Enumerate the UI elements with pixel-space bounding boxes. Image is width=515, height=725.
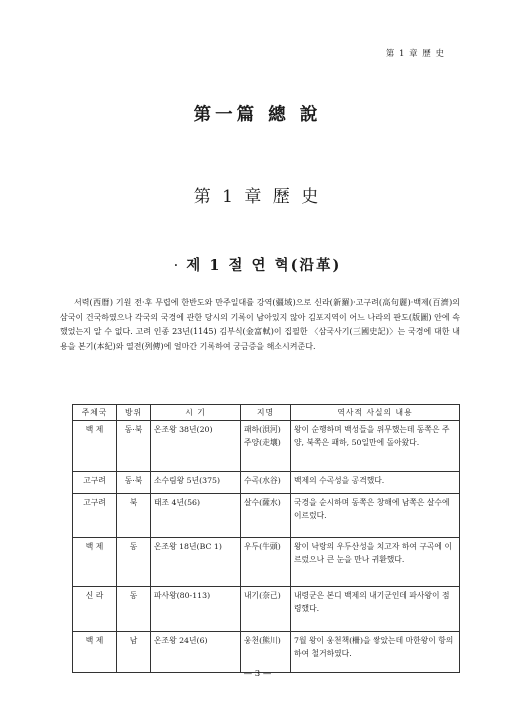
- cell-place: 패하(浿河) 주양(走壤): [241, 421, 291, 472]
- part-title: 第一篇 總 說: [193, 105, 322, 125]
- section-marker: ·: [173, 258, 181, 274]
- cell-period: 온조왕 18년(BC 1): [151, 538, 241, 587]
- table-row: [73, 632, 460, 673]
- cell-state: 백 제: [73, 421, 117, 472]
- cell-state: 백 제: [73, 538, 117, 587]
- chapter-title: 第 1 章 歷 史: [193, 187, 322, 207]
- cell-state: 고구려: [73, 472, 117, 494]
- cell-period: 파사왕(80-113): [151, 587, 241, 632]
- cell-place: 내기(奈己): [241, 587, 291, 632]
- cell-state: 신 라: [73, 587, 117, 632]
- cell-period: 소수림왕 5년(375): [151, 472, 241, 494]
- cell-state: 백 제: [73, 632, 117, 673]
- cell-direction: 동·북: [117, 421, 151, 472]
- cell-direction: 동: [117, 587, 151, 632]
- header-content: 역사적 사실의 내용: [291, 405, 460, 421]
- header-period: 시 기: [151, 405, 241, 421]
- cell-state: 고구려: [73, 494, 117, 538]
- cell-content: 왕이 순행하며 백성들을 위무했는데 동쪽은 주양, 북쪽은 패하, 50일만에 돌아왔다.: [291, 421, 460, 472]
- header-direction: 방위: [117, 405, 151, 421]
- cell-direction: 북: [117, 494, 151, 538]
- cell-period: 온조왕 38년(20): [151, 421, 241, 472]
- cell-content: 내령군은 본디 백제의 내기군인데 파사왕이 점령했다.: [291, 587, 460, 632]
- table-header-row: [73, 405, 460, 421]
- cell-place: 살수(薩水): [241, 494, 291, 538]
- header-state: 주체국: [73, 405, 117, 421]
- cell-content: 백제의 수곡성을 공격했다.: [291, 472, 460, 494]
- table-row: [73, 472, 460, 494]
- page-number: — 3 —: [243, 669, 272, 679]
- cell-direction: 동·북: [117, 472, 151, 494]
- table-row: [73, 538, 460, 587]
- cell-place: 웅천(熊川): [241, 632, 291, 673]
- cell-place: 수곡(水谷): [241, 472, 291, 494]
- running-header: 第 1 章 歷 史: [385, 49, 445, 59]
- cell-period: 온조왕 24년(6): [151, 632, 241, 673]
- table-row: [73, 421, 460, 472]
- cell-content: 국경을 순시하며 동쪽은 창해에 남쪽은 살수에 이르렀다.: [291, 494, 460, 538]
- cell-content: 7월 왕이 웅천책(柵)을 쌓았는데 마한왕이 항의하여 철거하였다.: [291, 632, 460, 673]
- cell-place: 우두(牛頭): [241, 538, 291, 587]
- table-row: [73, 494, 460, 538]
- cell-direction: 남: [117, 632, 151, 673]
- cell-direction: 동: [117, 538, 151, 587]
- section-title: [0, 254, 515, 275]
- intro-paragraph: 서력(西曆) 기원 전·후 무렵에 한반도와 만주일대를 강역(疆域)으로 신라(新羅)·고구려(高句麗)·백제(百濟)의 삼국이 건국하였으나 각국의 국경에 관한 당시의 기록이 남아있지 않아 김포지역이 어느 나라의 판도(版圖) 안에 속했었는지 알 수 없다. 고려 인종 23년(1145) 김부식(金富軾)이 집필한 〈삼국사기(三國史記)〉는 국경에 대한 내용을 본기(本紀)와 열전(列傳)에 얼마간 기록하여 궁금증을 해소시켜준다.: [60, 298, 460, 351]
- cell-content: 왕이 낙랑의 우두산성을 치고자 하여 구곡에 이르렀으나 큰 눈을 만나 귀환했다.: [291, 538, 460, 587]
- header-place: 지명: [241, 405, 291, 421]
- cell-period: 태조 4년(56): [151, 494, 241, 538]
- history-table: [72, 404, 460, 673]
- table-row: [73, 587, 460, 632]
- section-title-text: 제 1 절 연 혁(沿革): [186, 257, 342, 274]
